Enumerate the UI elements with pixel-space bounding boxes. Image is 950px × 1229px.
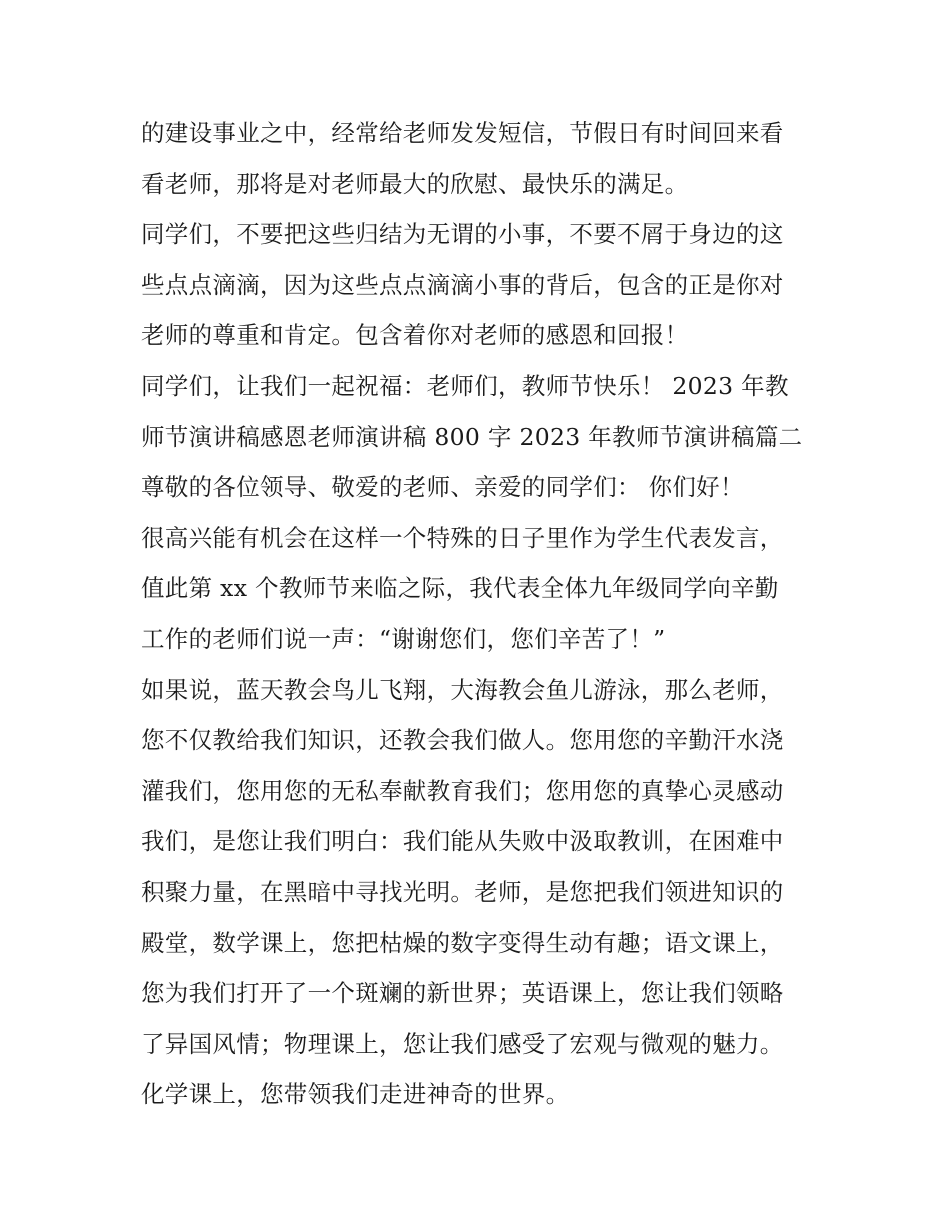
text-line: 看老师，那将是对老师最大的欣慰、最快乐的满足。: [141, 169, 689, 198]
text-line: 如果说，蓝天教会鸟儿飞翔，大海教会鱼儿游泳，那么老师，: [141, 675, 784, 704]
text-line: 了异国风情；物理课上，您让我们感受了宏观与微观的魅力。: [141, 1029, 784, 1058]
text-line: 很高兴能有机会在这样一个特殊的日子里作为学生代表发言，: [141, 523, 784, 552]
text-line: 您为我们打开了一个斑斓的新世界；英语课上，您让我们领略: [141, 979, 784, 1008]
text-line: 的建设事业之中，经常给老师发发短信，节假日有时间回来看: [141, 119, 784, 147]
text-line: 老师的尊重和肯定。包含着你对老师的感恩和回报！: [141, 321, 689, 350]
text-line: 同学们，让我们一起祝福：老师们，教师节快乐！ 2023 年教: [141, 371, 789, 400]
text-line: 殿堂，数学课上，您把枯燥的数字变得生动有趣；语文课上，: [141, 928, 784, 957]
text-line: 您不仅教给我们知识，还教会我们做人。您用您的辛勤汗水浇: [141, 726, 784, 755]
body-text: [141, 108, 821, 1120]
text-line: 灌我们，您用您的无私奉献教育我们；您用您的真挚心灵感动: [141, 776, 784, 805]
text-line: 化学课上，您带领我们走进神奇的世界。: [141, 1080, 570, 1109]
text-line: 积聚力量，在黑暗中寻找光明。老师，是您把我们领进知识的: [141, 877, 784, 906]
text-line: 工作的老师们说一声：“谢谢您们，您们辛苦了！”: [141, 624, 666, 653]
text-line: 同学们，不要把这些归结为无谓的小事，不要不屑于身边的这: [141, 220, 784, 249]
text-line: 师节演讲稿感恩老师演讲稿 800 字 2023 年教师节演讲稿篇二: [141, 422, 803, 451]
text-line: 值此第 xx 个教师节来临之际，我代表全体九年级同学向辛勤: [141, 574, 779, 603]
text-line: 些点点滴滴，因为这些点点滴滴小事的背后，包含的正是你对: [141, 270, 784, 299]
text-line: 我们，是您让我们明白：我们能从失败中汲取教训，在困难中: [141, 827, 784, 856]
text-line: 尊敬的各位领导、敬爱的老师、亲爱的同学们： 你们好！: [141, 473, 744, 502]
